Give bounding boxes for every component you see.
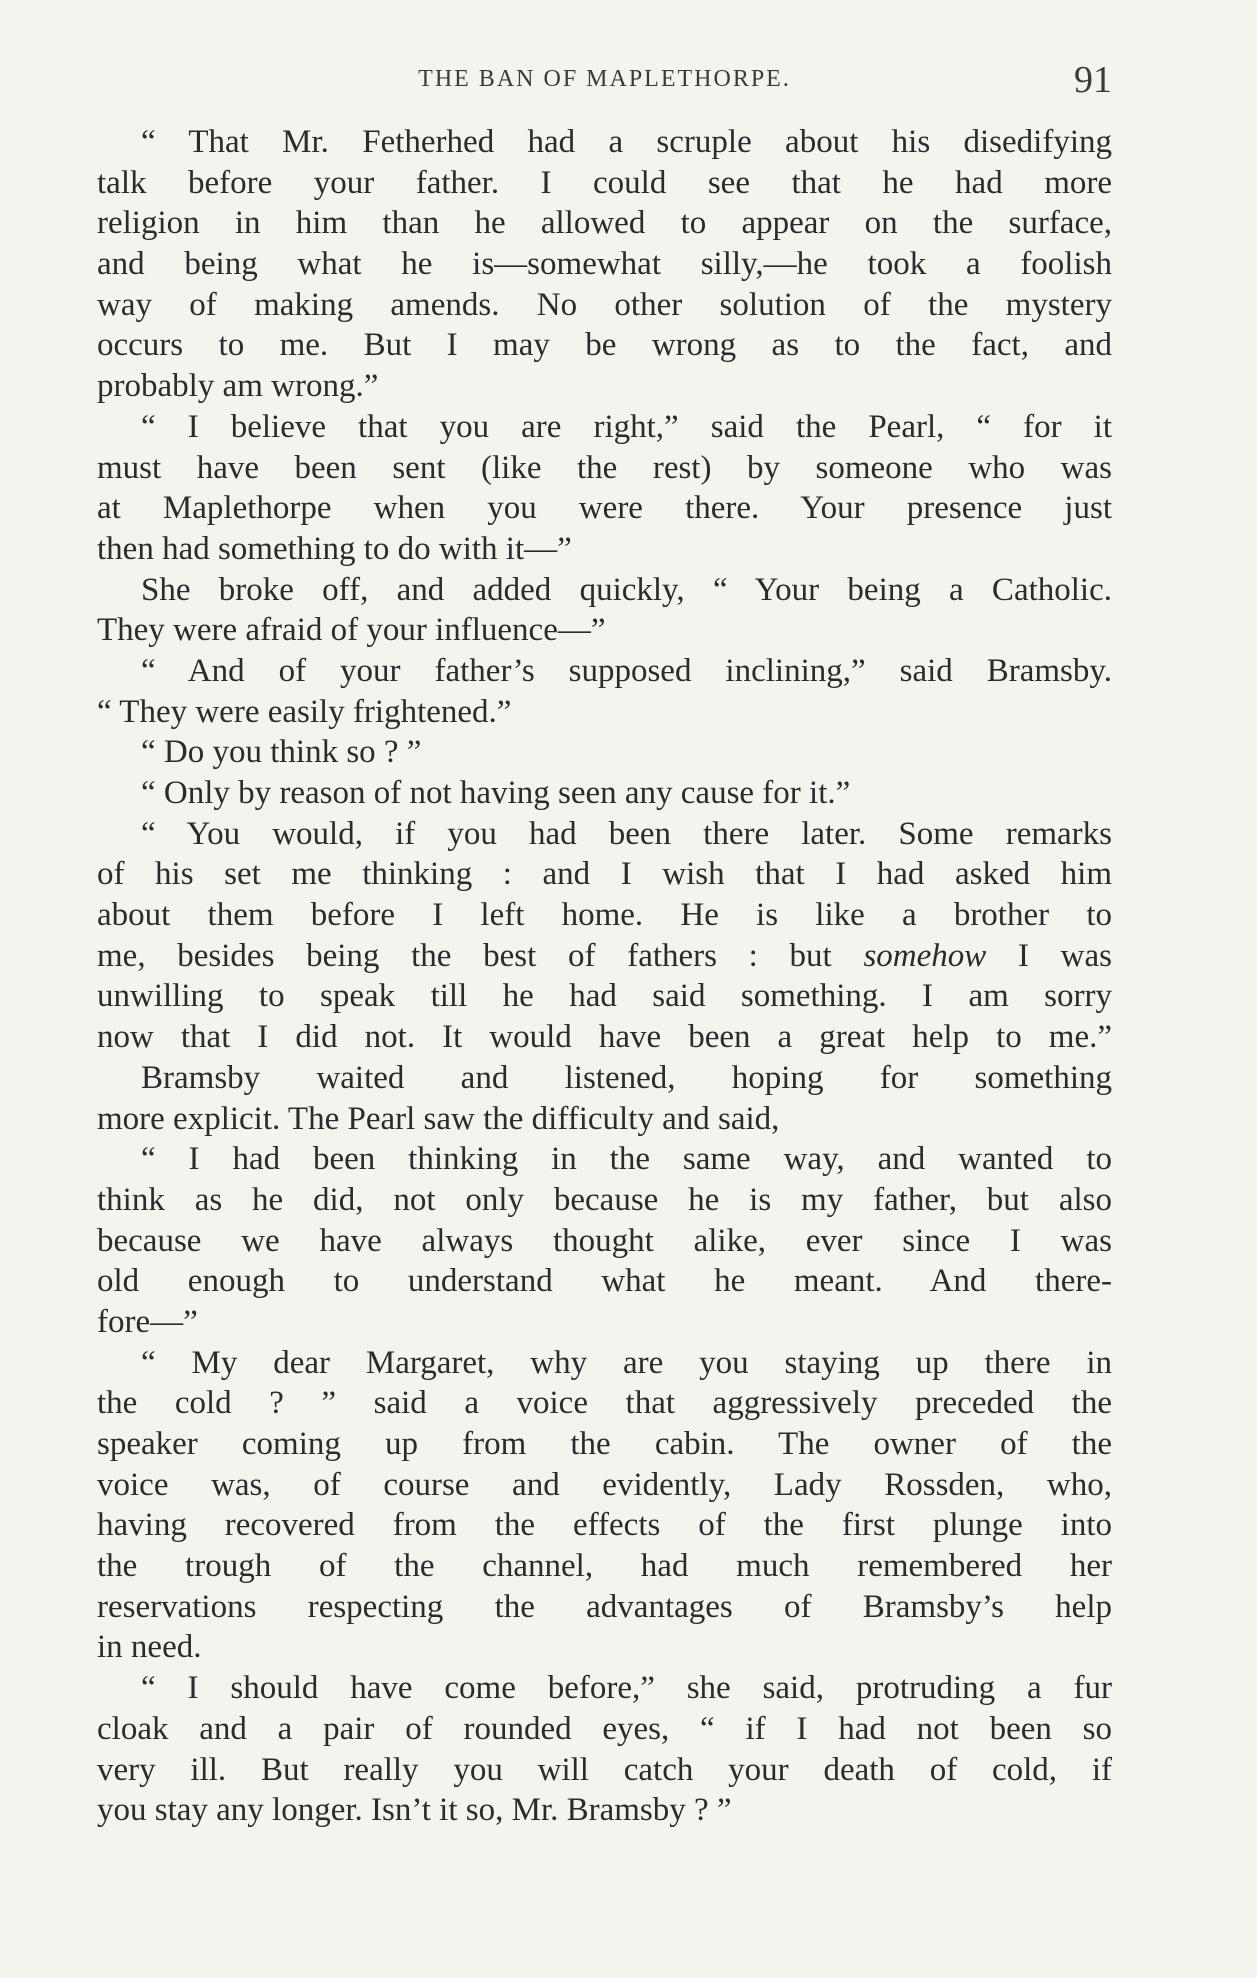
text-line-content: “ Do you think so ? ” xyxy=(141,734,422,771)
text-line-content: way of making amends. No other solution of the mystery xyxy=(97,286,1112,323)
text-line-content: then had something to do with it—” xyxy=(97,530,572,567)
text-line xyxy=(97,936,1112,977)
text-line xyxy=(97,1424,1112,1465)
running-head: THE BAN OF MAPLETHORPE. xyxy=(418,66,791,92)
text-line-content: reservations respecting the advantages of Bramsby’s help xyxy=(97,1588,1112,1625)
text-line-content: you stay any longer. Isn’t it so, Mr. Bramsby ? ” xyxy=(97,1792,732,1829)
text-line-content: the cold ? ” said a voice that aggressively preceded the xyxy=(97,1385,1112,1422)
text-line-content: talk before your father. I could see that he had more xyxy=(97,164,1112,201)
text-line xyxy=(97,203,1112,244)
text-line xyxy=(97,732,1112,773)
page-header xyxy=(97,58,1112,118)
text-line-content: cloak and a pair of rounded eyes, “ if I had not been so xyxy=(97,1710,1112,1747)
text-line xyxy=(97,1221,1112,1262)
text-line-content: She broke off, and added quickly, “ Your being a Catholic. xyxy=(141,571,1112,608)
text-line-content: and being what he is—somewhat silly,—he took a foolish xyxy=(97,246,1112,283)
text-line-content: me, besides being the best of fathers : but xyxy=(97,937,832,974)
text-line xyxy=(97,976,1112,1017)
text-line xyxy=(97,1139,1112,1180)
text-line-content: “ Only by reason of not having seen any cause for it.” xyxy=(141,775,851,811)
text-line xyxy=(97,325,1112,366)
text-line xyxy=(97,448,1112,489)
text-line-content: about them before I left home. He is like a brother to xyxy=(97,897,1112,934)
text-line-content: in need. xyxy=(97,1629,202,1666)
text-line xyxy=(97,814,1112,855)
text-line-content: must have been sent (like the rest) by someone who was xyxy=(97,449,1112,486)
text-line xyxy=(97,1627,1112,1668)
text-line-content: think as he did, not only because he is my father, but also xyxy=(97,1181,1112,1218)
text-line-content: They were afraid of your influence—” xyxy=(97,612,606,649)
text-line xyxy=(97,854,1112,895)
text-line-content: Bramsby waited and listened, hoping for something xyxy=(141,1059,1112,1096)
text-line xyxy=(97,1343,1112,1384)
text-line xyxy=(97,692,1112,733)
text-line-content: now that I did not. It would have been a great help to me.” xyxy=(97,1019,1112,1056)
text-line xyxy=(97,1261,1112,1302)
text-line xyxy=(97,1546,1112,1587)
text-line xyxy=(97,1750,1112,1791)
text-line xyxy=(97,610,1112,651)
text-line xyxy=(97,1465,1112,1506)
text-line xyxy=(97,1180,1112,1221)
text-line xyxy=(97,1099,1112,1140)
text-line-content: occurs to me. But I may be wrong as to the fact, and xyxy=(97,327,1112,364)
text-line-content: the trough of the channel, had much remembered her xyxy=(97,1548,1112,1585)
text-line xyxy=(97,651,1112,692)
text-line-content: “ They were easily frightened.” xyxy=(97,693,512,730)
text-line-content: “ And of your father’s supposed inclining,” said Bramsby. xyxy=(141,652,1112,689)
text-line xyxy=(97,529,1112,570)
text-line xyxy=(97,163,1112,204)
text-line xyxy=(97,773,1112,814)
text-line-content: of his set me thinking : and I wish that I had asked him xyxy=(97,856,1112,893)
text-line-content: at Maplethorpe when you were there. Your presence just xyxy=(97,490,1112,527)
text-line-tail: I was xyxy=(986,937,1112,974)
text-line-content: “ I had been thinking in the same way, and wanted to xyxy=(141,1141,1112,1178)
text-line-content: speaker coming up from the cabin. The owner of the xyxy=(97,1426,1112,1462)
text-line-content: old enough to understand what he meant. And there- xyxy=(97,1263,1112,1300)
text-line-content: “ You would, if you had been there later. Some remarks xyxy=(141,815,1112,852)
text-line-content: religion in him than he allowed to appear on the surface, xyxy=(97,205,1112,242)
text-line xyxy=(97,1668,1112,1709)
text-line xyxy=(97,122,1112,163)
text-line-content: more explicit. The Pearl saw the difficulty and said, xyxy=(97,1100,780,1137)
text-line xyxy=(97,244,1112,285)
text-line xyxy=(97,1505,1112,1546)
text-line xyxy=(97,366,1112,407)
text-line-content: because we have always thought alike, ever since I was xyxy=(97,1222,1112,1259)
text-line xyxy=(97,407,1112,448)
text-line-content: having recovered from the effects of the first plunge into xyxy=(97,1507,1112,1544)
text-line xyxy=(97,1709,1112,1750)
page-number: 91 xyxy=(1074,59,1112,101)
text-line-content: “ I believe that you are right,” said the Pearl, “ for it xyxy=(141,408,1112,445)
text-line xyxy=(97,1790,1112,1831)
text-line-content: very ill. But really you will catch your death of cold, if xyxy=(97,1751,1112,1788)
text-line xyxy=(97,1587,1112,1628)
text-line xyxy=(97,1017,1112,1058)
text-line xyxy=(97,1383,1112,1424)
text-line xyxy=(97,570,1112,611)
text-line-content: probably am wrong.” xyxy=(97,368,379,405)
text-line-content: voice was, of course and evidently, Lady Rossden, who, xyxy=(97,1466,1112,1503)
italic-word: somehow xyxy=(863,937,987,974)
text-line-content: “ I should have come before,” she said, protruding a fur xyxy=(141,1670,1112,1707)
text-line-content: fore—” xyxy=(97,1303,198,1340)
text-line xyxy=(97,895,1112,936)
text-line xyxy=(97,1302,1112,1343)
body-text xyxy=(97,122,1112,1831)
text-line-content: “ That Mr. Fetherhed had a scruple about his disedifying xyxy=(141,124,1112,160)
text-line xyxy=(97,285,1112,326)
text-line xyxy=(97,1058,1112,1099)
text-line-content: “ My dear Margaret, why are you staying up there in xyxy=(141,1344,1112,1381)
text-line xyxy=(97,488,1112,529)
text-line-content: unwilling to speak till he had said something. I am sorry xyxy=(97,978,1112,1015)
